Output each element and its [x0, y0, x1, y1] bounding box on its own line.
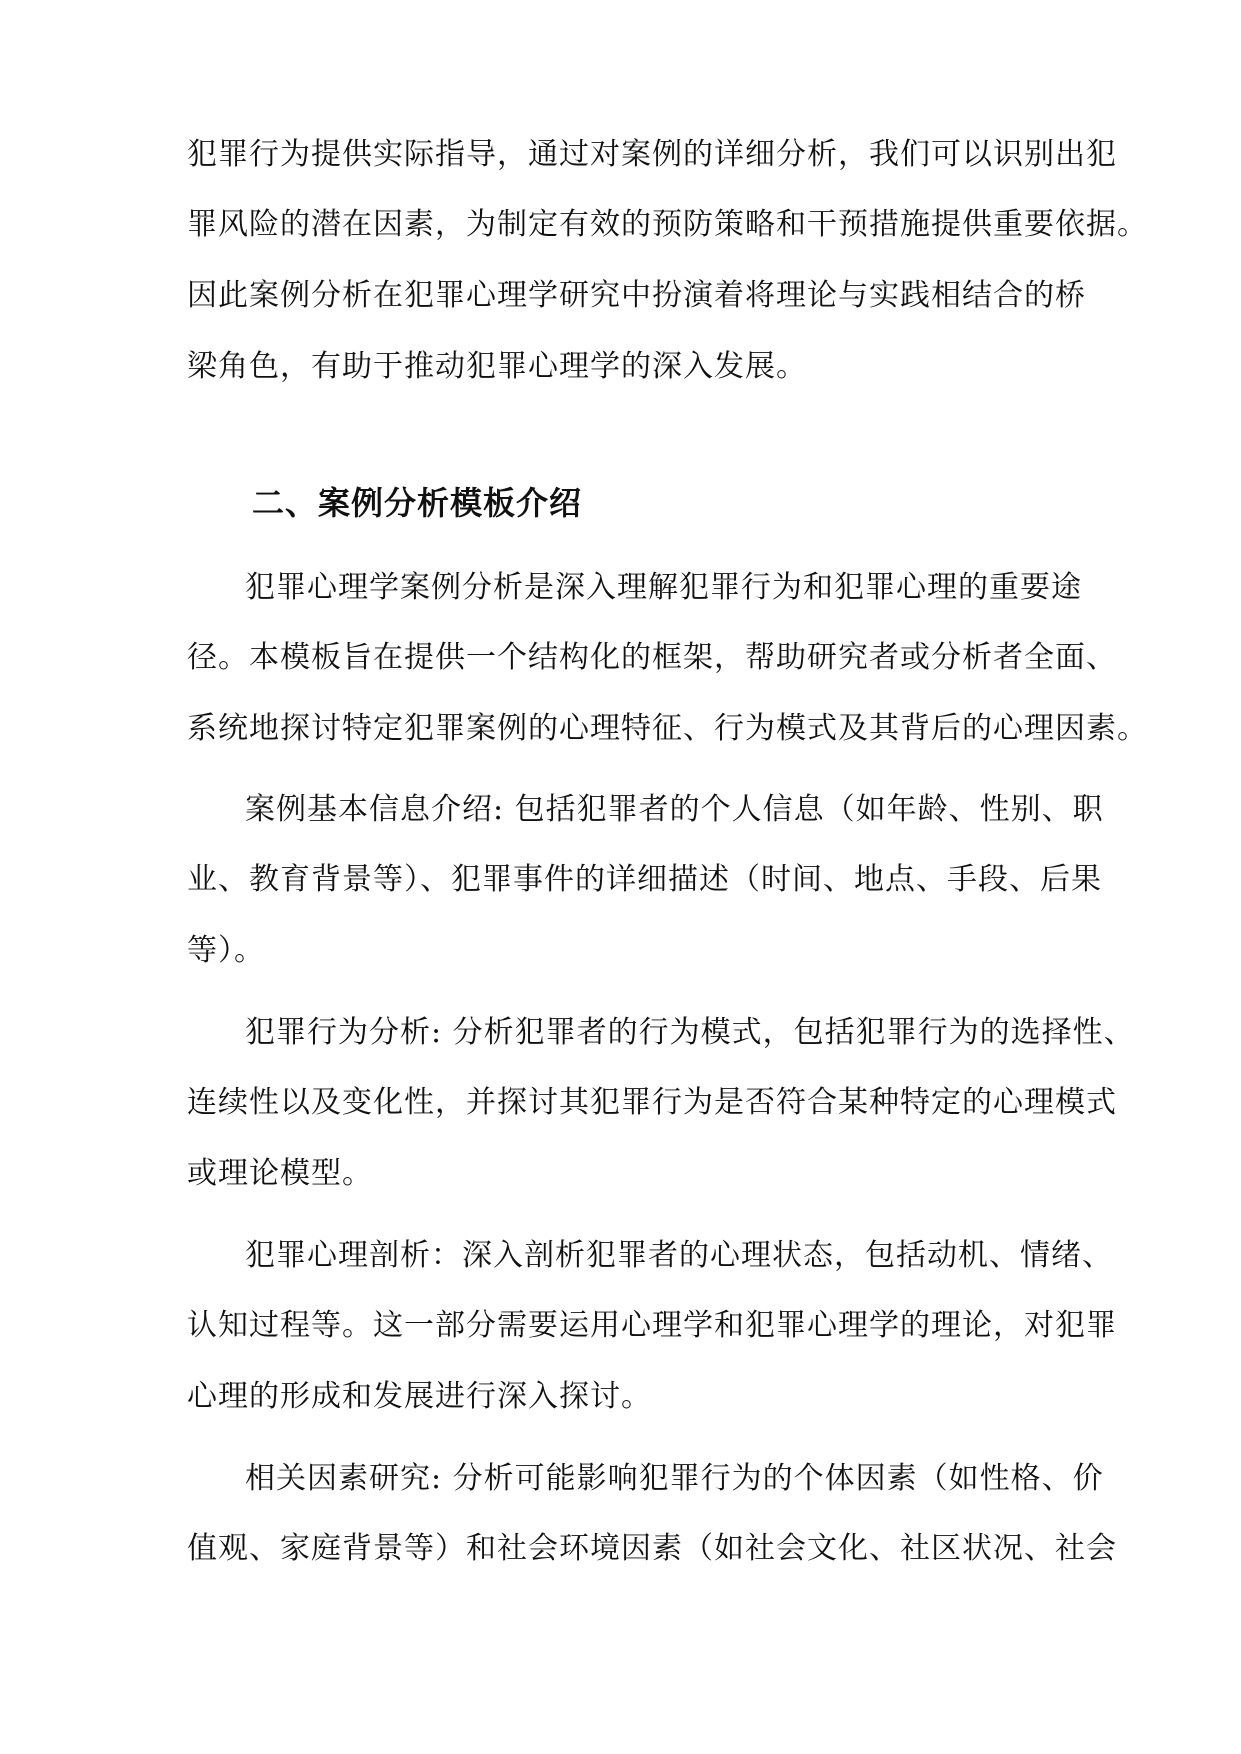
- intro-line-4: 梁角色，有助于推动犯罪心理学的深入发展。: [187, 349, 807, 384]
- intro-line-1: 犯罪行为提供实际指导，通过对案例的详细分析，我们可以识别出犯: [187, 137, 1117, 172]
- para1-line-1: 犯罪心理学案例分析是深入理解犯罪行为和犯罪心理的重要途: [245, 570, 1082, 605]
- para4-line-1: 犯罪心理剖析：深入剖析犯罪者的心理状态，包括动机、情绪、: [245, 1238, 1113, 1273]
- para4-line-2: 认知过程等。这一部分需要运用心理学和犯罪心理学的理论，对犯罪: [187, 1308, 1117, 1343]
- para3-line-1: 犯罪行为分析: 分析犯罪者的行为模式，包括犯罪行为的选择性、: [245, 1015, 1135, 1050]
- para3-line-3: 或理论模型。: [187, 1156, 373, 1191]
- para2-line-3: 等）。: [187, 933, 265, 968]
- intro-line-3: 因此案例分析在犯罪心理学研究中扮演着将理论与实践相结合的桥: [187, 278, 1086, 313]
- intro-line-2: 罪风险的潜在因素，为制定有效的预防策略和干预措施提供重要依据。: [187, 207, 1148, 242]
- para2-line-2: 业、教育背景等）、犯罪事件的详细描述（时间、地点、手段、后果: [187, 862, 1102, 897]
- para5-line-1: 相关因素研究: 分析可能影响犯罪行为的个体因素（如性格、价: [245, 1461, 1104, 1496]
- para3-line-2: 连续性以及变化性，并探讨其犯罪行为是否符合某种特定的心理模式: [187, 1085, 1117, 1120]
- para2-line-1: 案例基本信息介绍: 包括犯罪者的个人信息（如年龄、性别、职: [245, 792, 1104, 827]
- para1-line-3: 系统地探讨特定犯罪案例的心理特征、行为模式及其背后的心理因素。: [187, 711, 1148, 746]
- section-heading: 二、案例分析模板介绍: [252, 484, 583, 522]
- para1-line-2: 径。本模板旨在提供一个结构化的框架，帮助研究者或分析者全面、: [187, 640, 1117, 675]
- para5-line-2: 值观、家庭背景等）和社会环境因素（如社会文化、社区状况、社会: [187, 1531, 1117, 1566]
- para4-line-3: 心理的形成和发展进行深入探讨。: [187, 1379, 652, 1414]
